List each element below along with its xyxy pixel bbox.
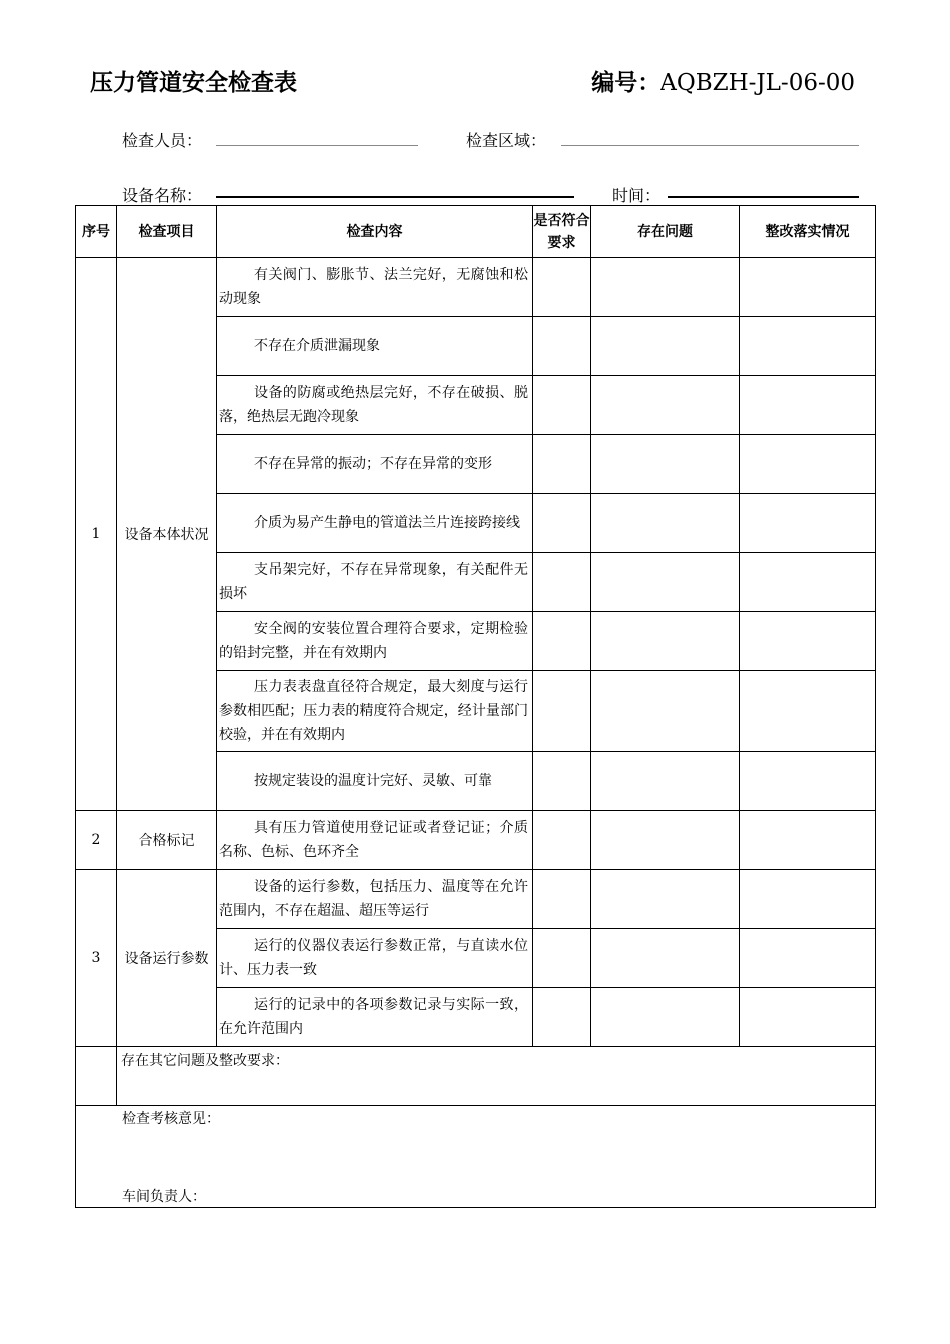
- row-number: 2: [76, 811, 117, 870]
- inspector-input[interactable]: [216, 145, 418, 146]
- col-content-header: 检查内容: [217, 206, 533, 258]
- problem-cell[interactable]: [591, 435, 740, 494]
- compliant-cell[interactable]: [533, 494, 591, 553]
- compliant-cell[interactable]: [533, 929, 591, 988]
- review-label: 检查考核意见：: [122, 1111, 220, 1127]
- check-content: 不存在异常的振动；不存在异常的变形: [217, 435, 533, 494]
- check-item: 设备运行参数: [117, 870, 217, 1047]
- problem-cell[interactable]: [591, 929, 740, 988]
- other-issues-cell[interactable]: [117, 1047, 876, 1106]
- problem-cell[interactable]: [591, 612, 740, 671]
- equipment-label: 设备名称：: [122, 186, 203, 205]
- check-content: 设备的防腐或绝热层完好，不存在破损、脱落，绝热层无跑冷现象: [217, 376, 533, 435]
- inspection-table: [75, 205, 876, 1208]
- rectify-cell[interactable]: [740, 811, 876, 870]
- document-number: [591, 64, 855, 97]
- table-header-row: [76, 206, 876, 258]
- compliant-cell[interactable]: [533, 671, 591, 752]
- table-row: [76, 258, 876, 317]
- area-input[interactable]: [561, 145, 859, 146]
- table-row: [76, 811, 876, 870]
- doc-no-value: AQBZH-JL-06-00: [660, 70, 855, 96]
- compliant-cell[interactable]: [533, 258, 591, 317]
- check-content: 介质为易产生静电的管道法兰片连接跨接线: [217, 494, 533, 553]
- rectify-cell[interactable]: [740, 752, 876, 811]
- check-content: 运行的仪器仪表运行参数正常，与直读水位计、压力表一致: [217, 929, 533, 988]
- rectify-cell[interactable]: [740, 988, 876, 1047]
- check-content: 运行的记录中的各项参数记录与实际一致，在允许范围内: [217, 988, 533, 1047]
- check-content: 支吊架完好，不存在异常现象，有关配件无损坏: [217, 553, 533, 612]
- problem-cell[interactable]: [591, 811, 740, 870]
- workshop-head-label: 车间负责人：: [122, 1189, 206, 1205]
- col-no-header: 序号: [76, 206, 117, 258]
- rectify-cell[interactable]: [740, 376, 876, 435]
- compliant-cell[interactable]: [533, 752, 591, 811]
- compliant-cell[interactable]: [533, 612, 591, 671]
- problem-cell[interactable]: [591, 376, 740, 435]
- check-content: 有关阀门、膨胀节、法兰完好，无腐蚀和松动现象: [217, 258, 533, 317]
- col-problem-header: 存在问题: [591, 206, 740, 258]
- rectify-cell[interactable]: [740, 870, 876, 929]
- compliant-cell[interactable]: [533, 317, 591, 376]
- compliant-cell[interactable]: [533, 811, 591, 870]
- rectify-cell[interactable]: [740, 494, 876, 553]
- problem-cell[interactable]: [591, 870, 740, 929]
- rectify-cell[interactable]: [740, 258, 876, 317]
- col-item-header: 检查项目: [117, 206, 217, 258]
- inspector-label: 检查人员：: [122, 131, 203, 150]
- other-issues-label: 存在其它问题及整改要求：: [121, 1053, 289, 1069]
- rectify-cell[interactable]: [740, 317, 876, 376]
- rectify-cell[interactable]: [740, 553, 876, 612]
- problem-cell[interactable]: [591, 988, 740, 1047]
- rectify-cell[interactable]: [740, 612, 876, 671]
- problem-cell[interactable]: [591, 671, 740, 752]
- review-cell[interactable]: [76, 1106, 876, 1208]
- row-number: 3: [76, 870, 117, 1047]
- time-label: 时间：: [612, 186, 661, 205]
- table-row: [76, 870, 876, 929]
- check-content: 不存在介质泄漏现象: [217, 317, 533, 376]
- rectify-cell[interactable]: [740, 671, 876, 752]
- problem-cell[interactable]: [591, 317, 740, 376]
- other-issues-row: [76, 1047, 876, 1106]
- check-item: 设备本体状况: [117, 258, 217, 811]
- check-content: 压力表表盘直径符合规定，最大刻度与运行参数相匹配；压力表的精度符合规定，经计量部门校验，并在有效期内: [217, 671, 533, 752]
- equipment-input[interactable]: [216, 196, 574, 198]
- check-item: 合格标记: [117, 811, 217, 870]
- problem-cell[interactable]: [591, 494, 740, 553]
- row-number: 1: [76, 258, 117, 811]
- compliant-cell[interactable]: [533, 376, 591, 435]
- area-label: 检查区域：: [466, 131, 547, 150]
- compliant-cell[interactable]: [533, 553, 591, 612]
- page-title: 压力管道安全检查表: [90, 70, 297, 96]
- time-input[interactable]: [668, 196, 859, 198]
- compliant-cell[interactable]: [533, 870, 591, 929]
- compliant-cell[interactable]: [533, 435, 591, 494]
- check-content: 按规定装设的温度计完好、灵敏、可靠: [217, 752, 533, 811]
- compliant-cell[interactable]: [533, 988, 591, 1047]
- review-row: [76, 1106, 876, 1208]
- rectify-cell[interactable]: [740, 435, 876, 494]
- problem-cell[interactable]: [591, 752, 740, 811]
- problem-cell[interactable]: [591, 258, 740, 317]
- check-content: 具有压力管道使用登记证或者登记证；介质名称、色标、色环齐全: [217, 811, 533, 870]
- col-rectify-header: 整改落实情况: [740, 206, 876, 258]
- check-content: 安全阀的安装位置合理符合要求，定期检验的铅封完整，并在有效期内: [217, 612, 533, 671]
- doc-no-label: 编号：: [591, 70, 661, 96]
- check-content: 设备的运行参数，包括压力、温度等在允许范围内，不存在超温、超压等运行: [217, 870, 533, 929]
- col-compliant-header: 是否符合要求: [533, 206, 591, 258]
- problem-cell[interactable]: [591, 553, 740, 612]
- rectify-cell[interactable]: [740, 929, 876, 988]
